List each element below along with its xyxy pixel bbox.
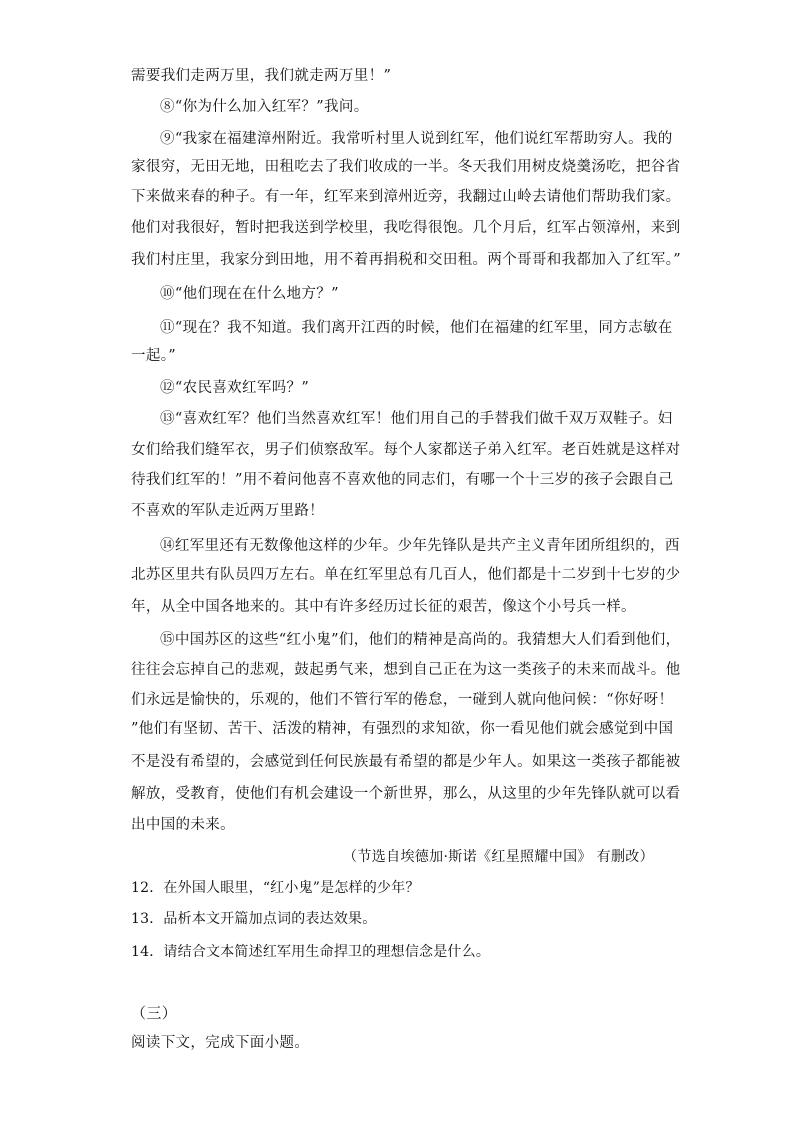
paragraph-line: ⑪“现在？我不知道。我们离开江西的时候，他们在福建的红军里，同方志敏在 [160, 320, 673, 336]
paragraph-line: 往往会忘掉自己的悲观，鼓起勇气来，想到自己正在为这一类孩子的未来而战斗。他 [131, 662, 681, 678]
section-heading: （三） [131, 1004, 178, 1022]
paragraph-line: ⑭红军里还有无数像他这样的少年。少年先锋队是共产主义青年团所组织的，西 [160, 538, 680, 554]
paragraph-line: 女们给我们缝军衣，男子们侦察敌军。每个人家都送子弟入红军。老百姓就是这样对 [131, 442, 681, 458]
paragraph-line: 不是没有希望的，会感觉到任何民族最有希望的都是少年人。如果这一类孩子都能被 [131, 754, 681, 770]
paragraph-line: ⑬“喜欢红军？他们当然喜欢红军！他们用自己的手替我们做千双万双鞋子。妇 [160, 411, 673, 427]
paragraph-line: ”他们有坚韧、苦干、活泼的精神，有强烈的求知欲，你一看见他们就会感觉到中国 [131, 721, 674, 737]
paragraph-line: 们永远是愉快的，乐观的，他们不管行军的倦怠，一碰到人就向他问候：“你好呀！ [131, 692, 674, 708]
paragraph-line: 年，从全中国各地来的。其中有许多经历过长征的艰苦，像这个小号兵一样。 [131, 599, 636, 615]
paragraph-line: 出中国的未来。 [131, 817, 235, 833]
paragraph-line: ⑮中国苏区的这些“红小鬼”们，他们的精神是高尚的。我猜想大人们看到他们， [160, 632, 681, 648]
section-instruction: 阅读下文，完成下面小题。 [131, 1035, 310, 1051]
question-item: 14．请结合文本简述红军用生命捍卫的理想信念是什么。 [131, 944, 491, 960]
paragraph-line: 需要我们走两万里，我们就走两万里！” [131, 68, 392, 84]
paragraph-line: 不喜欢的军队走近两万里路！ [131, 503, 325, 519]
paragraph-line: 我们村庄里，我家分到田地，用不着再捐税和交田租。两个哥哥和我都加入了红军。” [131, 252, 681, 268]
paragraph-line: ⑧“你为什么加入红军？”我问。 [160, 99, 369, 115]
question-item: 12．在外国人眼里，“红小鬼”是怎样的少年？ [131, 880, 420, 896]
paragraph-line: 解放，受教育，使他们有机会建设一个新世界，那么，从这里的少年先锋队就可以看 [131, 786, 681, 802]
paragraph-line: 一起。” [131, 348, 177, 364]
paragraph-line: ⑨“我家在福建漳州附近。我常听村里人说到红军，他们说红军帮助穷人。我的 [160, 131, 673, 147]
paragraph-line: ⑫“农民喜欢红军吗？” [160, 380, 310, 396]
paragraph-line: 他们对我很好，暂时把我送到学校里，我吃得很饱。几个月后，红军占领漳州，来到 [131, 220, 681, 236]
paragraph-line: ⑩“他们现在在什么地方？” [160, 286, 339, 302]
paragraph-line: 家很穷，无田无地，田租吃去了我们收成的一半。冬天我们用树皮烧羹汤吃，把谷省 [131, 159, 681, 175]
paragraph-line: 北苏区里共有队员四万左右。单在红军里总有几百人，他们都是十二岁到十七岁的少 [131, 567, 681, 583]
paragraph-line: 下来做来春的种子。有一年，红军来到漳州近旁，我翻过山岭去请他们帮助我们家。 [131, 189, 681, 205]
question-item: 13．品析本文开篇加点词的表达效果。 [131, 911, 377, 927]
source-citation: （节选自埃德加·斯诺《红星照耀中国》 有删改） [343, 849, 654, 865]
paragraph-line: 待我们红军的！”用不着问他喜不喜欢他的同志们，有哪一个十三岁的孩子会跟自己 [131, 472, 674, 488]
